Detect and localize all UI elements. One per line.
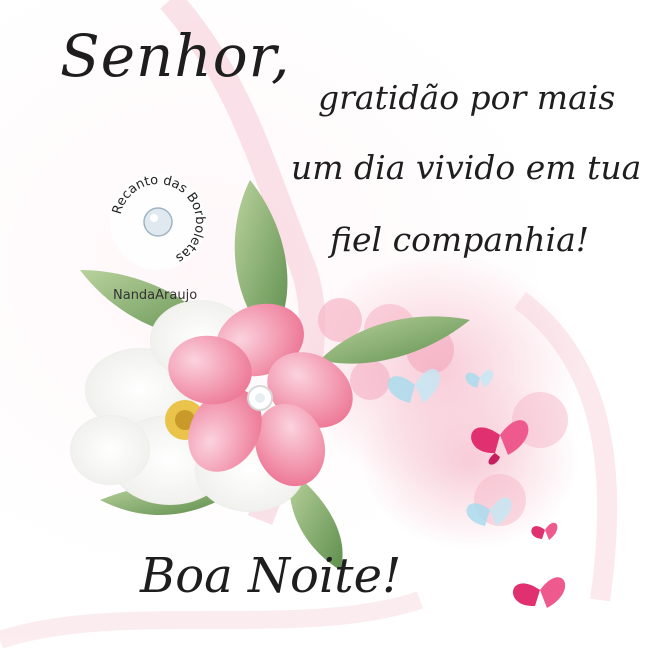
butterfly-magenta-3 — [513, 577, 565, 608]
message-line-2: um dia vivido em tua — [291, 148, 642, 187]
watermark-author: NandaAraujo — [113, 288, 198, 303]
message-line-3: fiel companhia! — [330, 220, 590, 259]
greeting-text: Boa Noite! — [140, 548, 402, 604]
message-line-1: gratidão por mais — [318, 78, 616, 117]
title-word: Senhor, — [60, 22, 291, 90]
watermark-ring-text: Recanto das Borboletas — [109, 172, 208, 266]
watermark-logo — [110, 173, 207, 270]
